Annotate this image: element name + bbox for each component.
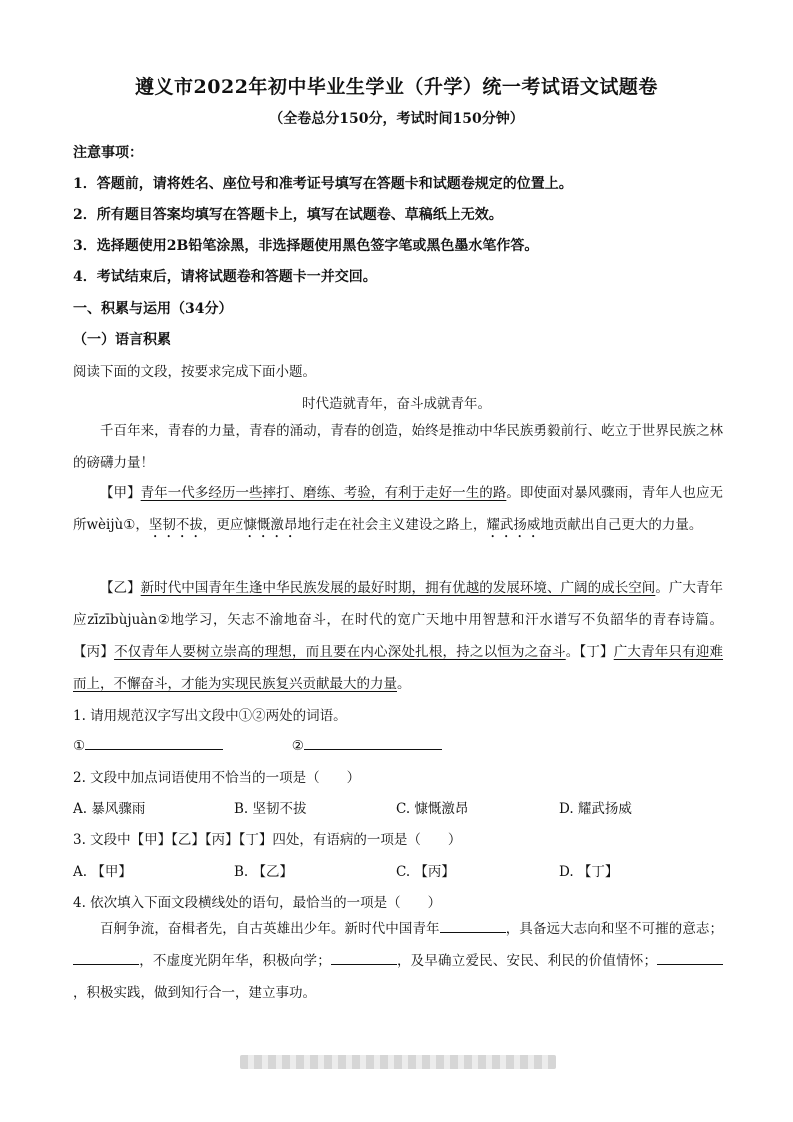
- fill-blank[interactable]: [73, 950, 139, 965]
- pinyin-blank-2: zīzībùjuàn②: [87, 612, 171, 628]
- passage-title: 时代造就青年，奋斗成就青年。: [302, 396, 491, 412]
- question-2-stem: 2. 文段中加点词语使用不恰当的一项是（ ）: [73, 770, 361, 786]
- text-run: ，及早确立爱民、安民、利民的价值情怀；: [396, 953, 658, 969]
- subsection-heading: （一）语言积累: [73, 332, 171, 348]
- notice-item: 3．选择题使用2B铅笔涂黑，非选择题使用黑色签字笔或黑色墨水笔作答。: [73, 238, 539, 254]
- answer-blank-1[interactable]: [85, 735, 223, 750]
- page-title: 遵义市2022年初中毕业生学业（升学）统一考试语文试题卷: [135, 76, 658, 98]
- text-run: 百舸争流，奋楫者先，自古英雄出少年。新时代中国青年: [100, 921, 440, 937]
- notice-item: 4．考试结束后，请将试题卷和答题卡一并交回。: [73, 269, 377, 285]
- text-run: 。: [397, 676, 411, 692]
- underlined-sentence: 青年一代多经历一些摔打、磨练、考验，有利于走好一生的路: [140, 485, 507, 501]
- marker-yi: 【乙】: [100, 580, 141, 596]
- instruction: 阅读下面的文段，按要求完成下面小题。: [73, 364, 316, 380]
- question-1-stem: 1. 请用规范汉字写出文段中①②两处的词语。: [73, 708, 347, 724]
- marker-bing: 【丙】: [73, 644, 115, 660]
- text-run: 地贡献出自己更大的力量。: [540, 517, 703, 533]
- dotted-word: 耀武扬威: [486, 517, 541, 533]
- text-run: ，: [135, 517, 149, 533]
- underlined-sentence: 广大青年只有迎难而上，不懈奋斗，才能为实现民族复兴贡献最大的力量: [73, 644, 724, 692]
- text-run: ，更应: [202, 517, 244, 533]
- text-run: ，具备远大志向和坚不可摧的意志；: [505, 921, 724, 937]
- text-run: 地行走在社会主义建设之路上，: [297, 517, 487, 533]
- question-2-option-d[interactable]: D. 耀武扬威: [559, 801, 632, 817]
- underlined-sentence: 不仅青年人要树立崇高的理想，而且要在内心深处扎根，持之以恒为之奋斗: [114, 644, 566, 660]
- underlined-sentence: 新时代中国青年生逢中华民族发展的最好时期，拥有优越的发展环境、广阔的成长空间: [140, 580, 656, 596]
- question-3-option-b[interactable]: B. 【乙】: [234, 864, 294, 880]
- marker-jia: 【甲】: [100, 485, 141, 501]
- question-3-option-d[interactable]: D. 【丁】: [559, 864, 619, 880]
- text-run: 。即使面对暴风骤雨，青年人也应无所: [73, 485, 724, 533]
- question-2-option-a[interactable]: A. 暴风骤雨: [73, 801, 146, 817]
- text-run: ，积极实践，做到知行合一，建立事功。: [73, 985, 316, 1001]
- answer-blank-2[interactable]: [304, 735, 442, 750]
- question-3-option-c[interactable]: C. 【丙】: [396, 864, 455, 880]
- text-run: 地学习，矢志不渝地奋斗，在时代的宽广天地中用智慧和汗水谱写不负韶华的青春诗篇。: [170, 612, 723, 628]
- question-2-option-c[interactable]: C. 慷慨激昂: [396, 801, 469, 817]
- question-3-option-a[interactable]: A. 【甲】: [73, 864, 132, 880]
- passage-paragraph-2: [73, 477, 723, 541]
- text-run: 。: [565, 644, 580, 660]
- question-4-passage: [73, 913, 723, 1009]
- dotted-word: 慷慨激昂: [243, 517, 298, 533]
- dotted-word: 坚韧不拔: [148, 517, 203, 533]
- notice-item: 1．答题前，请将姓名、座位号和准考证号填写在答题卡和试题卷规定的位置上。: [73, 176, 573, 192]
- answer-label-2: ②: [291, 738, 304, 754]
- pinyin-blank-1: wèijù①: [86, 517, 136, 533]
- notice-heading: 注意事项：: [73, 145, 143, 161]
- text-run: 。广大青年应: [73, 580, 724, 628]
- question-1-answer-line: [73, 735, 442, 754]
- page-subtitle: （全卷总分150分，考试时间150分钟）: [269, 111, 524, 127]
- passage-paragraph-1: 千百年来，青春的力量，青春的涌动，青春的创造，始终是推动中华民族勇毅前行、屹立于世界民族之林的磅礴力量！: [73, 423, 723, 471]
- section-heading: 一、积累与运用（34分）: [73, 301, 233, 317]
- question-2-option-b[interactable]: B. 坚韧不拔: [234, 801, 307, 817]
- blurred-footer-watermark: [240, 1055, 556, 1069]
- question-4-stem: 4. 依次填入下面文段横线处的语句，最恰当的一项是（ ）: [73, 895, 442, 911]
- marker-ding: 【丁】: [579, 644, 614, 660]
- fill-blank[interactable]: [331, 950, 397, 965]
- answer-label-1: ①: [73, 738, 86, 754]
- question-3-stem: 3. 文段中【甲】【乙】【丙】【丁】四处，有语病的一项是（ ）: [73, 832, 462, 848]
- text-run: ，不虚度光阴年华，积极向学；: [139, 953, 331, 969]
- notice-item: 2．所有题目答案均填写在答题卡上，填写在试题卷、草稿纸上无效。: [73, 207, 503, 223]
- fill-blank[interactable]: [440, 918, 506, 933]
- fill-blank[interactable]: [657, 950, 723, 965]
- passage-paragraph-3: [73, 572, 723, 700]
